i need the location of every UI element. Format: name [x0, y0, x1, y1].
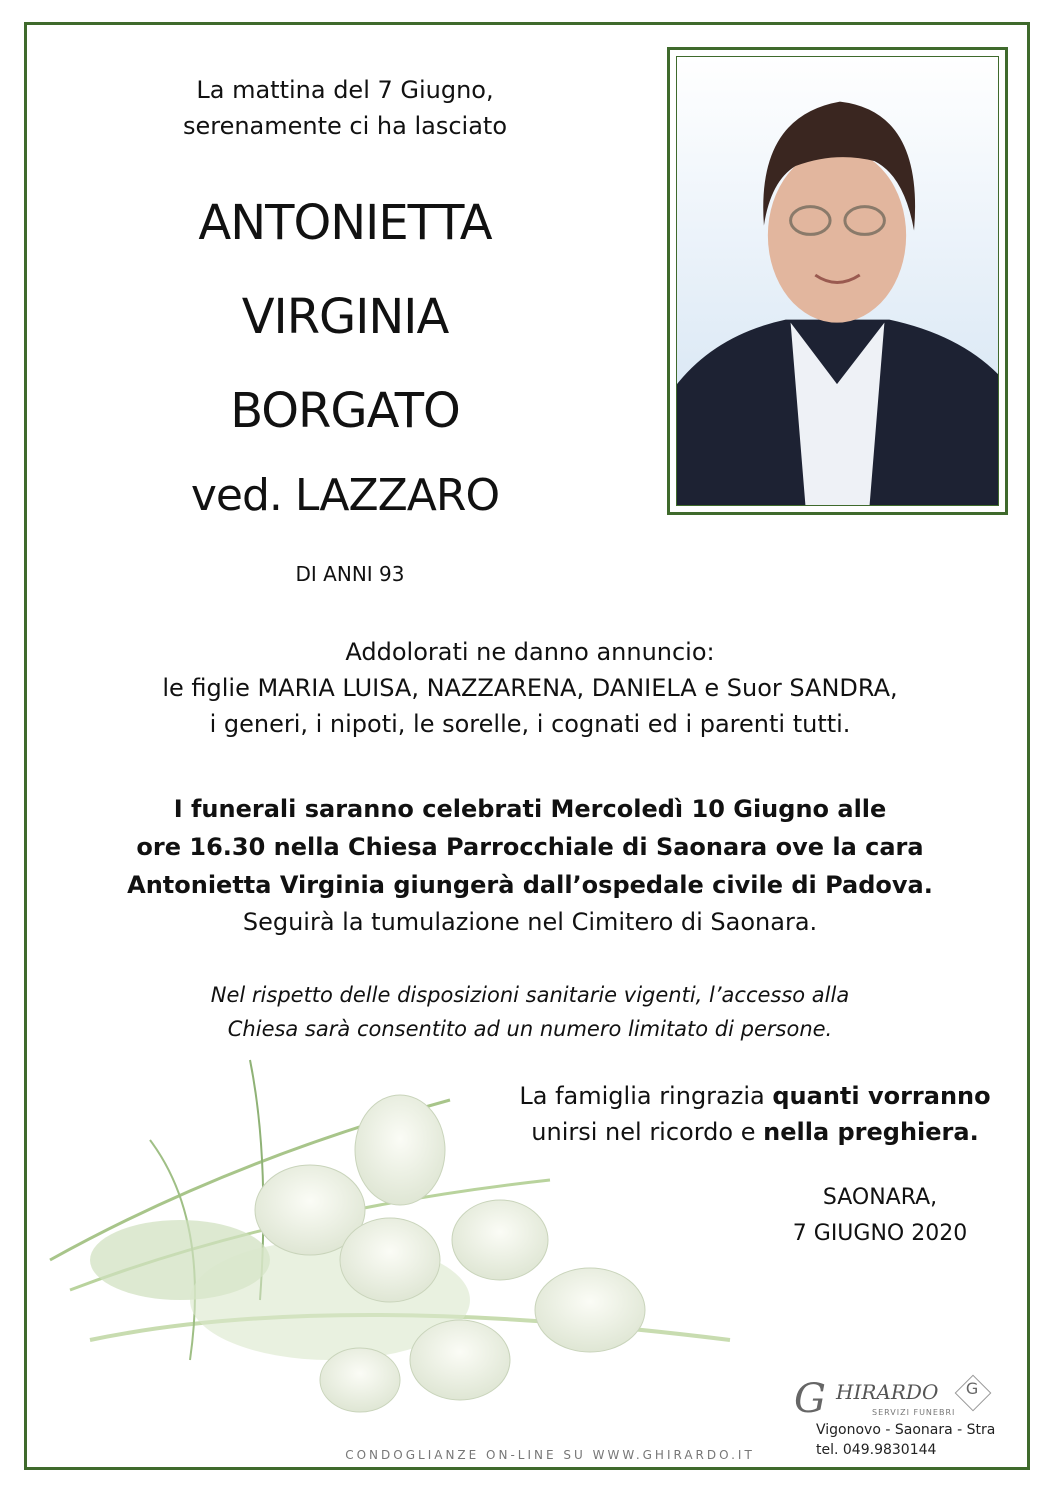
thanks-line — [470, 1114, 1040, 1150]
notice-line: Nel rispetto delle disposizioni sanitarie vigenti, l’accesso alla — [210, 983, 850, 1007]
family-thanks — [470, 1078, 1040, 1150]
announcement-line: Addolorati ne danno annuncio: — [345, 638, 715, 666]
announcement-line: i generi, i nipoti, le sorelle, i cognati ed i parenti tutti. — [209, 710, 851, 738]
deceased-surname: BORGATO — [230, 383, 460, 439]
funeral-line: Antonietta Virginia giungerà dall’ospedale civile di Padova. — [127, 871, 933, 899]
burial-text: Seguirà la tumulazione nel Cimitero di Saonara. — [242, 908, 818, 936]
access-notice — [80, 978, 980, 1046]
notice-line: Chiesa sarà consentito ad un numero limitato di persone. — [227, 1017, 833, 1041]
place-and-date — [760, 1180, 1000, 1252]
logo-subtitle: SERVIZI FUNEBRI — [872, 1408, 956, 1417]
intro-line: serenamente ci ha lasciato — [182, 112, 508, 140]
funeral-line: ore 16.30 nella Chiesa Parrocchiale di Saonara ove la cara — [136, 833, 924, 861]
intro-line: La mattina del 7 Giugno, — [196, 76, 494, 104]
date-text: 7 GIUGNO 2020 — [792, 1221, 968, 1246]
funeral-details — [60, 790, 1000, 904]
logo-diamond-icon — [955, 1375, 992, 1412]
thanks-text: unirsi nel ricordo e — [531, 1118, 764, 1146]
thanks-text-bold: quanti vorranno — [772, 1082, 991, 1110]
thanks-text-bold: nella preghiera. — [763, 1118, 979, 1146]
announcement-line: le figlie MARIA LUISA, NAZZARENA, DANIELA e Suor SANDRA, — [162, 674, 898, 702]
thanks-text: La famiglia ringrazia — [519, 1082, 773, 1110]
thanks-line — [470, 1078, 1040, 1114]
deceased-second-name: VIRGINIA — [241, 289, 449, 345]
announcement-block — [80, 634, 980, 742]
logo-mark: G — [965, 1379, 979, 1399]
logo-name: HIRARDO — [836, 1380, 939, 1404]
funeral-line: I funerali saranno celebrati Mercoledì 10 Giugno alle — [173, 795, 887, 823]
contact-line: tel. 049.9830144 — [816, 1442, 937, 1458]
portrait-image — [676, 56, 999, 506]
age-text: DI ANNI 93 — [295, 562, 405, 586]
logo-initial: G — [794, 1376, 826, 1422]
portrait-photo — [667, 47, 1008, 515]
intro-text — [130, 72, 560, 144]
deceased-married-name: ved. LAZZARO — [190, 470, 500, 521]
portrait-illustration — [677, 57, 998, 505]
place-text: SAONARA, — [822, 1185, 938, 1210]
online-condolences-footer: CONDOGLIANZE ON-LINE SU WWW.GHIRARDO.IT — [345, 1448, 755, 1462]
contact-line: Vigonovo - Saonara - Stra — [816, 1422, 996, 1438]
deceased-first-name: ANTONIETTA — [198, 195, 492, 251]
